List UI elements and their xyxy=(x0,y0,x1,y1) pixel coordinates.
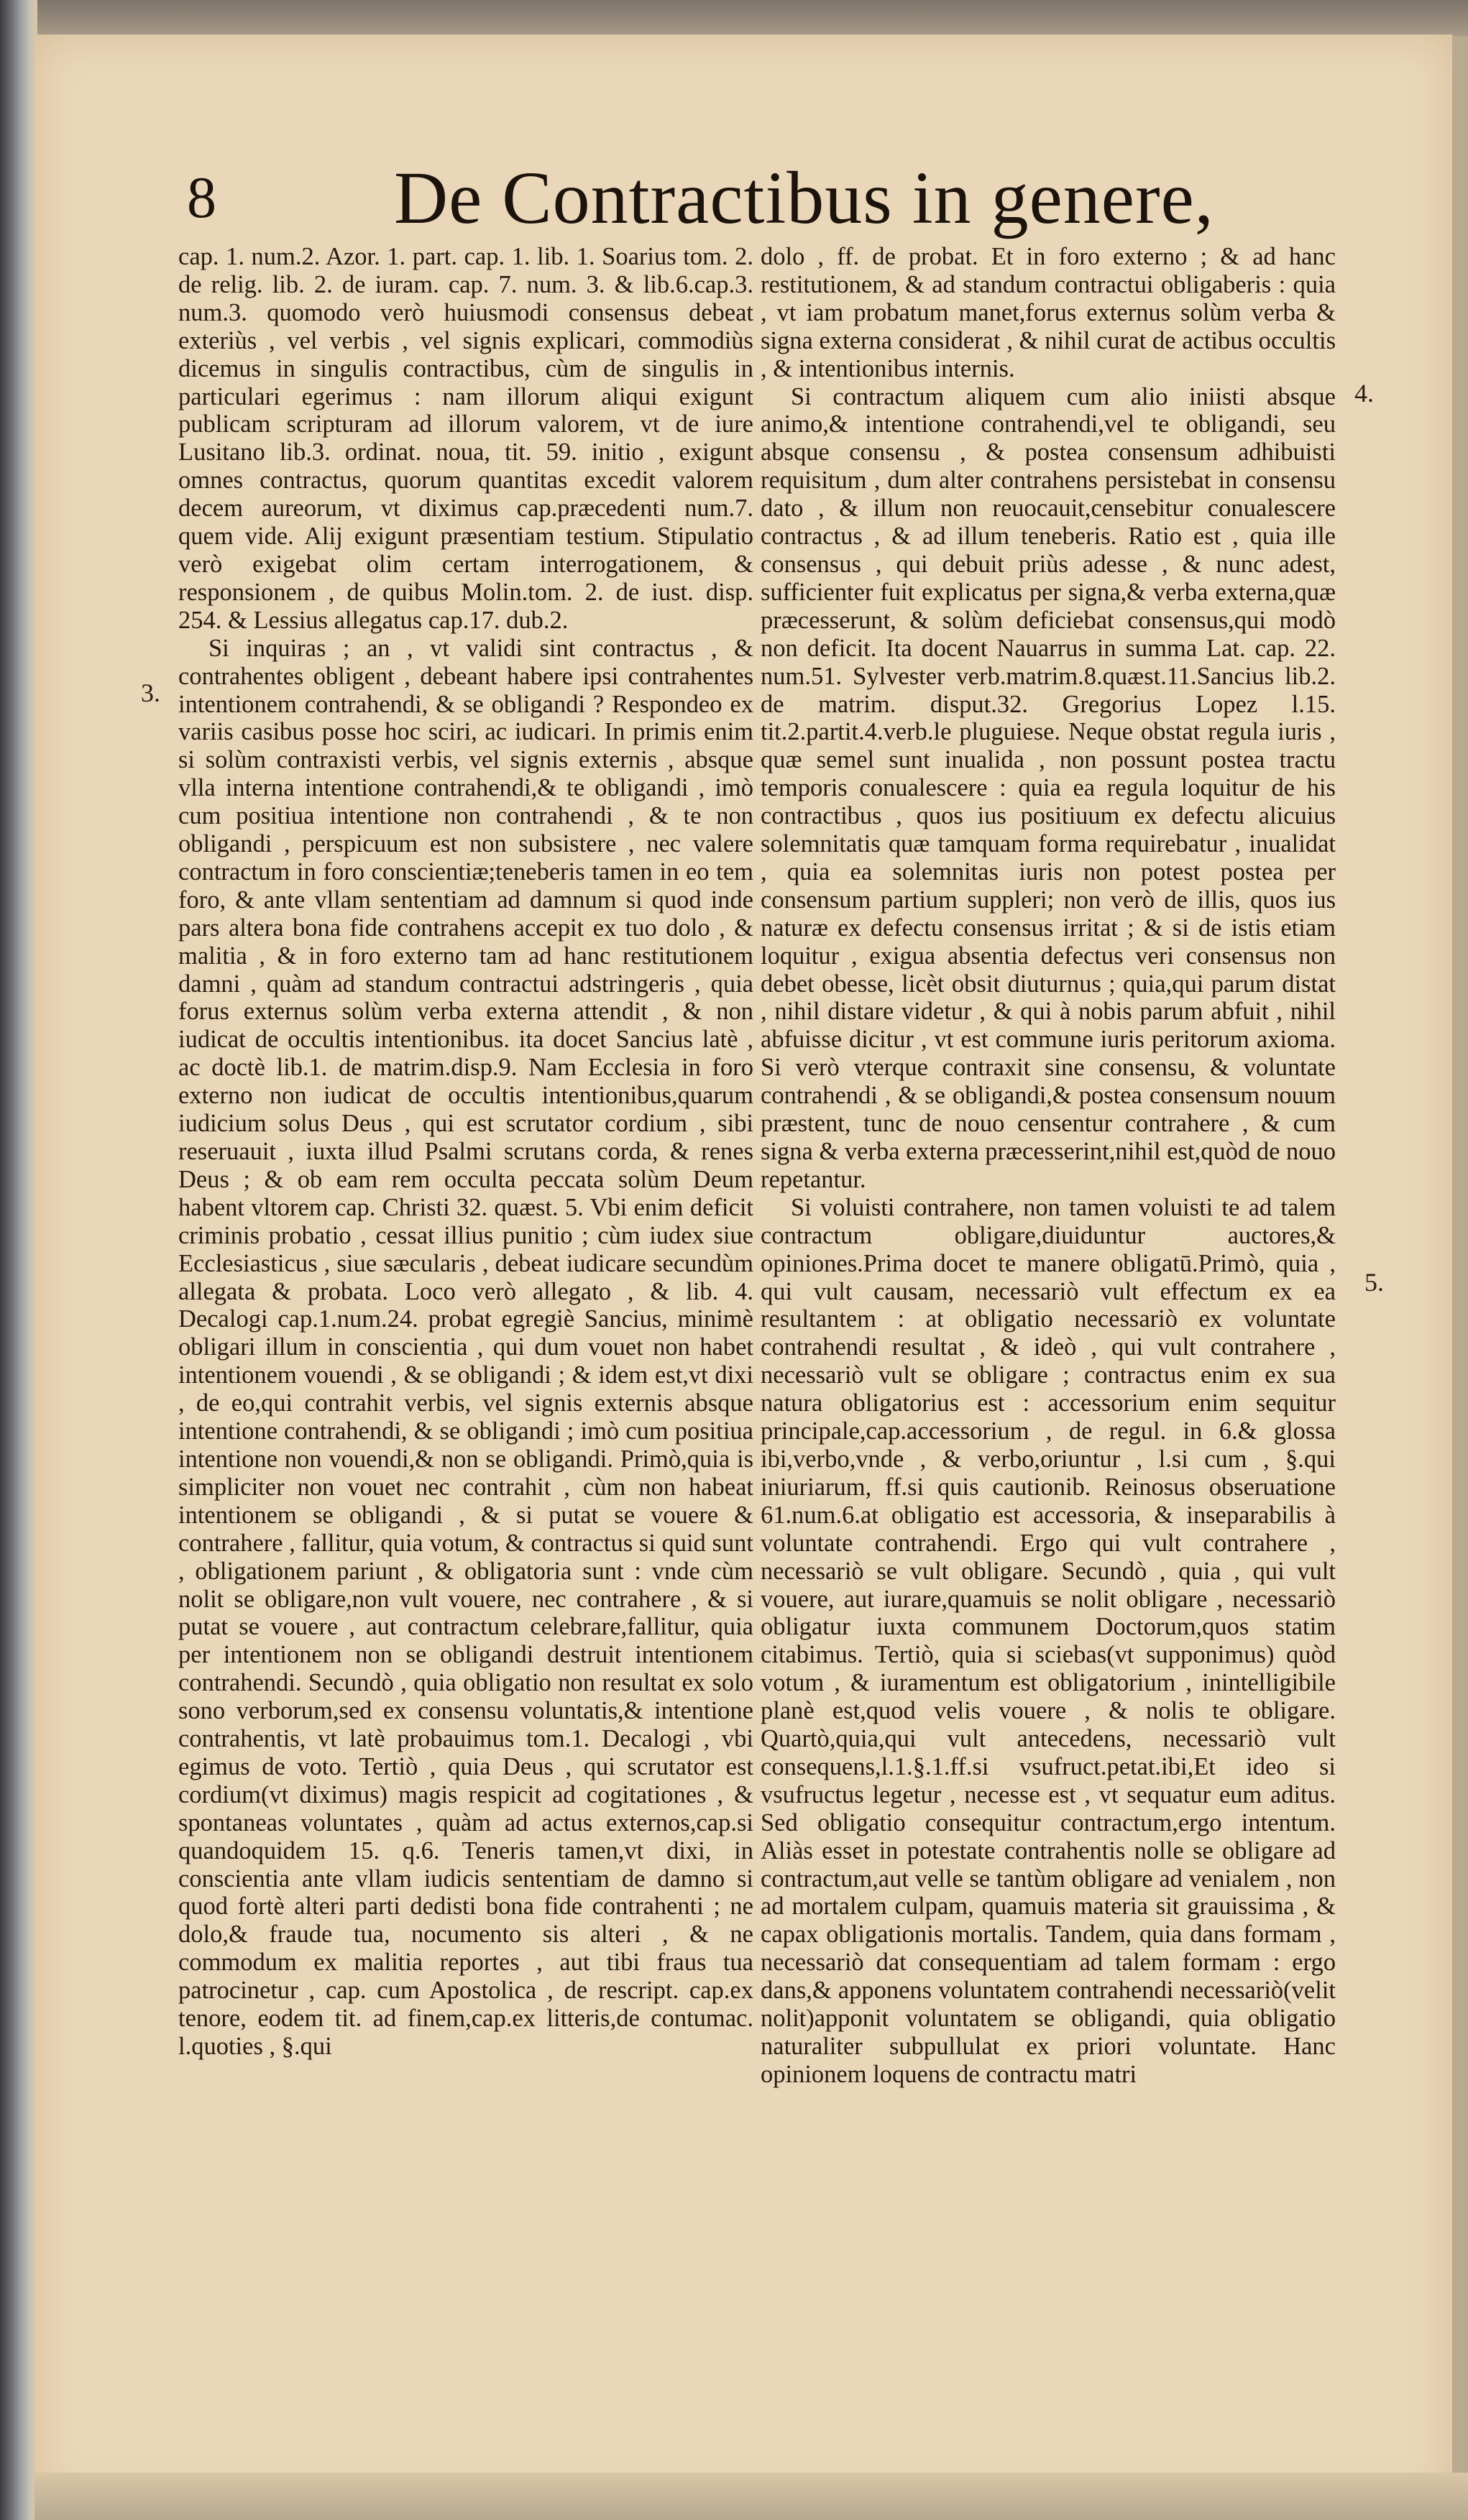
margin-number: 4. xyxy=(1354,379,1374,408)
paragraph: dolo , ff. de probat. Et in foro externo ; & ad hanc restitutionem, & ad standum contractui obligaberis : quia , vt iam probatum manet,forus externus solùm verba & signa externa considerat , & nihil curat de actibus occultis , & intentionibus internis. xyxy=(761,243,1336,382)
paragraph: Si inquiras ; an , vt validi sint contractus , & contrahentes obligent , debeant habere ipsi contrahentes intentionem contrahendi, & se obligandi ? Respondeo ex variis casibus posse hoc sciri, ac iudicari. In primis enim si solùm contraxisti verbis, vel signis externis , absque vlla interna intentione contrahendi,& te obligandi , imò cum positiua intentione non contrahendi , & te non obligandi , perspicuum est non subsistere , nec valere contractum in foro conscientiæ;teneberis tamen in eo tem foro, & ante vllam sententiam ad damnum si quod inde pars altera bona fide contrahens accepit ex tuo dolo , & malitia , & in foro externo tam ad hanc restitutionem damni , quàm ad standum contractui adstringeris , quia forus externus solùm verba externa attendit , & non iudicat de occultis intentionibus. ita docet Sancius latè , ac doctè lib.1. de matrim.disp.9. Nam Ecclesia in foro externo non iudicat de occultis intentionibus,quarum iudicium solus Deus , qui est scrutator cordium , sibi reseruauit , iuxta illud Psalmi scrutans corda, & renes Deus ; & ob eam rem occulta peccata solùm Deum habent vltorem cap. Christi 32. quæst. 5. Vbi enim deficit criminis probatio , cessat illius punitio ; cùm iudex siue Ecclesiasticus , siue sæcularis , debeat iudicare secundùm allegata & probata. Loco verò allegato , & lib. 4. Decalogi cap.1.num.24. probat egregiè Sancius, minimè obligari illum in conscientia , qui dum vouet non habet intentionem vouendi , & se obligandi ; & idem est,vt dixi , de eo,qui contrahit verbis, vel signis externis absque intentione contrahendi, & se obligandi ; imò cum positiua intentione non vouendi,& non se obligandi. Primò,quia is simpliciter non vouet nec contrahit , cùm non habeat intentionem se obligandi , & si putat se vouere & contrahere , fallitur, quia votum, & contractus si quid sunt , obligationem pariunt , & obligatoria sunt : vnde cùm nolit se obligare,non vult vouere, nec contrahere , & si putat se vouere , aut contractum celebrare,fallitur, quia per intentionem non se obligandi destruit intentionem contrahendi. Secundò , quia obligatio non resultat ex solo sono verborum,sed ex consensu voluntatis,& intentione contrahentis, vt latè probauimus tom.1. Decalogi , vbi egimus de voto. Tertiò , quia Deus , qui scrutator est cordium(vt diximus) magis respicit ad cogitationes , & spontaneas voluntates , quàm ad actus externos,cap.si quandoquidem 15. q.6. Teneris tamen,vt dixi, in conscientia ante vllam iudicis sententiam de damno si quod fortè alteri parti dedisti bona fide contrahenti ; ne dolo,& fraude tua, nocumento sis alteri , & ne commodum ex malitia reportes , aut tibi fraus tua patrocinetur , cap. cum Apostolica , de rescript. cap.ex tenore, eodem tit. ad finem,cap.ex litteris,de contumac. l.quoties , §.qui xyxy=(178,634,753,2060)
paragraph: Si contractum aliquem cum alio iniisti absque animo,& intentione contrahendi,vel te obligandi, seu absque consensu , & postea consensum adhibuisti requisitum , dum alter contrahens persistebat in consensu dato , & illum non reuocauit,censebitur conualescere contractus , & ad illum teneberis. Ratio est , quia ille consensus , qui debuit priùs adesse , & nunc adest, sufficienter fuit explicatus per signa,& verba externa,quæ præcesserunt, & solùm deficiebat consensus,qui modò non deficit. Ita docent Nauarrus in summa Lat. cap. 22. num.51. Sylvester verb.matrim.8.quæst.11.Sancius lib.2. de matrim. disput.32. Gregorius Lopez l.15. tit.2.partit.4.verb.le pluguiese. Neque obstat regula iuris , quæ semel sunt inualida , non possunt postea tractu temporis conualescere : quia ea regula loquitur de his contractibus , quos ius positiuum ex defectu alicuius solemnitatis quæ tamquam forma requirebatur , inualidat , quia ea solemnitas iuris non potest postea per consensum partium suppleri; non verò de illis, quos ius naturæ ex defectu consensus irritat ; & si de istis etiam loquitur , exigua absentia defectus veri consensus non debet obesse, licèt obsit diuturnus ; quia,qui parum distat , nihil distare videtur , & qui à nobis parum abfuit , nihil abfuisse dicitur , vt est commune iuris peritorum axioma. Si verò vterque contraxit sine consensu, & voluntate contrahendi , & se obligandi,& postea consensum nouum præstent, tunc de nouo censentur contrahere , & cum signa & verba externa præcesserint,nihil est,quòd de nouo repetantur. xyxy=(761,382,1336,1193)
page-bottom-edge xyxy=(35,2473,1468,2520)
page-header xyxy=(35,128,1452,239)
left-column xyxy=(178,243,753,2061)
margin-number: 3. xyxy=(141,679,160,707)
right-column xyxy=(761,243,1336,2089)
page-number: 8 xyxy=(187,165,216,230)
paragraph: Si voluisti contrahere, non tamen voluisti te ad talem contractum obligare,diuiduntur auctores,& opiniones.Prima docet te manere obligatū.Primò, quia , qui vult causam, necessariò vult effectum ex ea resultantem : at obligatio necessariò ex voluntate contrahendi resultat , & ideò , qui vult contrahere , necessariò vult se obligare ; contractus enim ex sua natura obligatorius est : accessorium enim sequitur principale,cap.accessorium , de regul. in 6.& glossa ibi,verbo,vnde , & verbo,oriuntur , l.si cum , §.qui iniuriarum, ff.si quis cautionib. Reinosus obseruatione 61.num.6.at obligatio est accessoria, & inseparabilis à voluntate contrahendi. Ergo qui vult contrahere , necessariò se vult obligare. Secundò , quia , qui vult vouere, aut iurare,quamuis se nolit obligare , necessariò obligatur iuxta communem Doctorum,quos statim citabimus. Tertiò, quia si sciebas(vt supponimus) quòd votum , & iuramentum est obligatorium , inintelligibile planè est,quod velis vouere , & nolis te obligare. Quartò,quia,qui vult antecedens, necessariò vult consequens,l.1.§.1.ff.si vsufruct.petat.ibi,Et ideo si vsufructus legetur , necesse est , vt sequatur eum aditus. Sed obligatio consequitur contractum,ergo intentum. Aliàs esset in potestate contrahentis nolle se obligare ad contractum,aut velle se tantùm obligare ad venialem , non ad mortalem culpam, quamuis materia sit grauissima , & capax obligationis mortalis. Tandem, quia dans formam , necessariò dat consequentiam ad talem formam : ergo dans,& apponens voluntatem contrahendi necessariò(velit nolit)apponit voluntatem se obligandi, quia obligatio naturaliter subpullulat ex priori voluntate. Hanc opinionem loquens de contractu matri xyxy=(761,1193,1336,2088)
book-page xyxy=(35,35,1452,2501)
book-top-edge xyxy=(0,0,1468,36)
margin-number: 5. xyxy=(1364,1268,1384,1297)
book-binding xyxy=(0,0,37,2520)
running-title: De Contractibus in genere, xyxy=(394,157,1214,239)
paragraph: cap. 1. num.2. Azor. 1. part. cap. 1. lib. 1. Soarius tom. 2. de relig. lib. 2. de iuram. cap. 7. num. 3. & lib.6.cap.3. num.3. quomodo verò huiusmodi consensus debeat exteriùs , vel verbis , vel signis explicari, commodiùs dicemus in singulis contractibus, cùm de singulis in particulari egerimus : nam illorum aliqui exigunt publicam scripturam ad illorum valorem, vt de iure Lusitano lib.3. ordinat. noua, tit. 59. initio , exigunt omnes contractus, quorum quantitas excedit valorem decem aureorum, vt diximus cap.præcedenti num.7. quem vide. Alij exigunt præsentiam testium. Stipulatio verò exigebat olim certam interrogationem, & responsionem , de quibus Molin.tom. 2. de iust. disp. 254. & Lessius allegatus cap.17. dub.2. xyxy=(178,243,753,634)
